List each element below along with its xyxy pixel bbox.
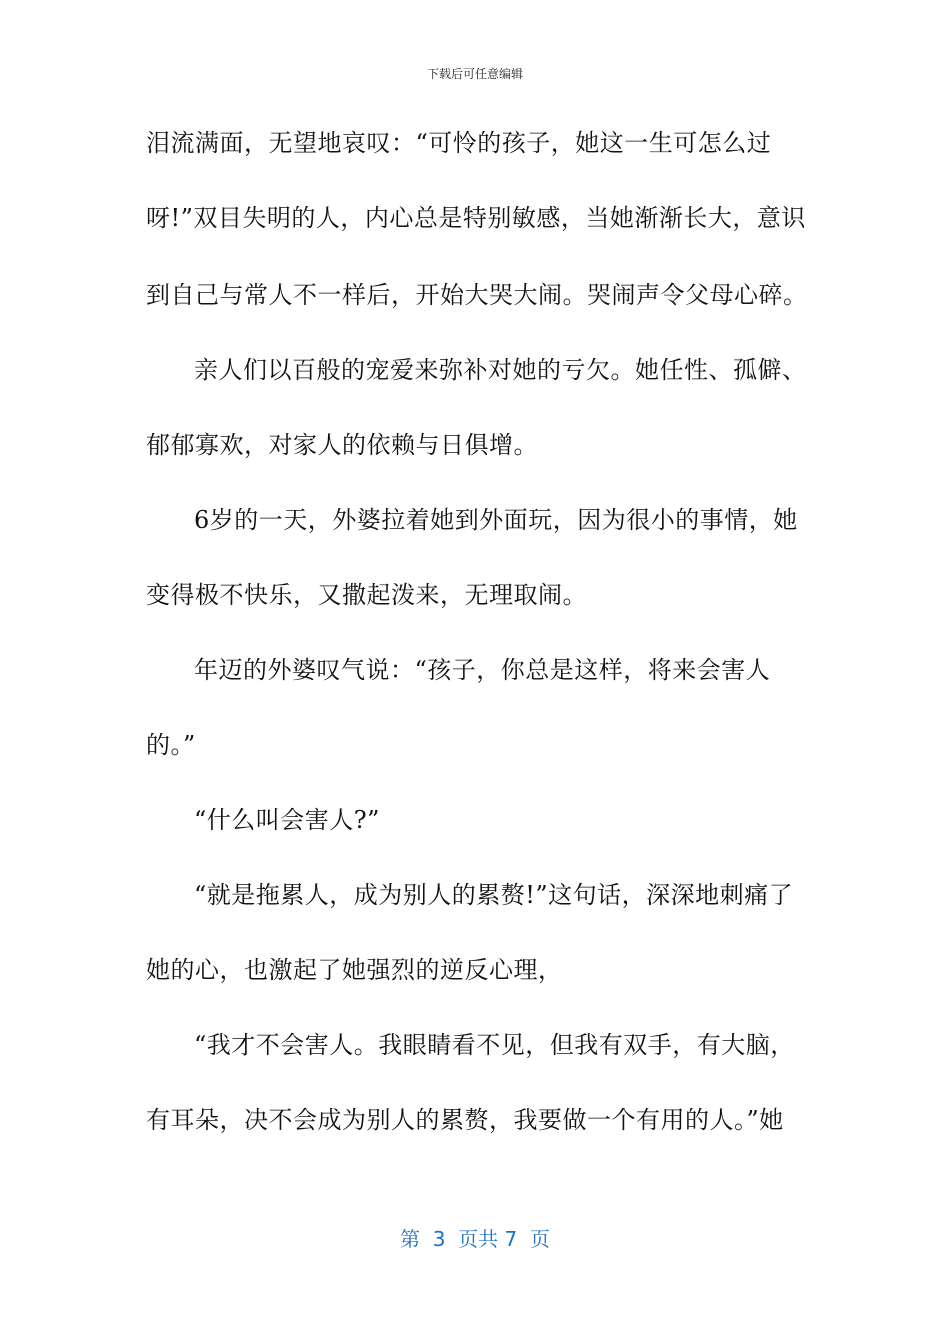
paragraph-line: 到自己与常人不一样后，开始大哭大闹。哭闹声令父母心碎。 bbox=[146, 281, 808, 309]
paragraph-line: “我才不会害人。我眼睛看不见，但我有双手，有大脑， bbox=[194, 1031, 795, 1059]
paragraph-line: 亲人们以百般的宠爱来弥补对她的亏欠。她任性、孤僻、 bbox=[194, 356, 807, 384]
paragraph-line: 有耳朵，决不会成为别人的累赘，我要做一个有用的人。”她 bbox=[146, 1106, 784, 1134]
paragraph-line: 变得极不快乐，又撒起泼来，无理取闹。 bbox=[146, 581, 587, 609]
page-number-footer: 第 3 页共 7 页 bbox=[400, 1227, 550, 1251]
paragraph-line: 泪流满面，无望地哀叹：“可怜的孩子，她这一生可怎么过 bbox=[146, 129, 772, 157]
paragraph-line: 的。” bbox=[146, 731, 196, 759]
paragraph-line: 郁郁寡欢，对家人的依赖与日俱增。 bbox=[146, 431, 538, 459]
paragraph-line: 6岁的一天，外婆拉着她到外面玩，因为很小的事情，她 bbox=[194, 506, 798, 534]
paragraph-line: “就是拖累人，成为别人的累赘!”这句话，深深地刺痛了 bbox=[194, 881, 794, 909]
paragraph-line: “什么叫会害人?” bbox=[194, 806, 380, 834]
paragraph-line: 呀!”双目失明的人，内心总是特别敏感，当她渐渐长大，意识 bbox=[146, 204, 806, 232]
paragraph-line: 年迈的外婆叹气说：“孩子，你总是这样，将来会害人 bbox=[194, 656, 771, 684]
page-header: 下载后可任意编辑 bbox=[426, 67, 523, 81]
paragraph-line: 她的心，也激起了她强烈的逆反心理， bbox=[146, 956, 563, 984]
